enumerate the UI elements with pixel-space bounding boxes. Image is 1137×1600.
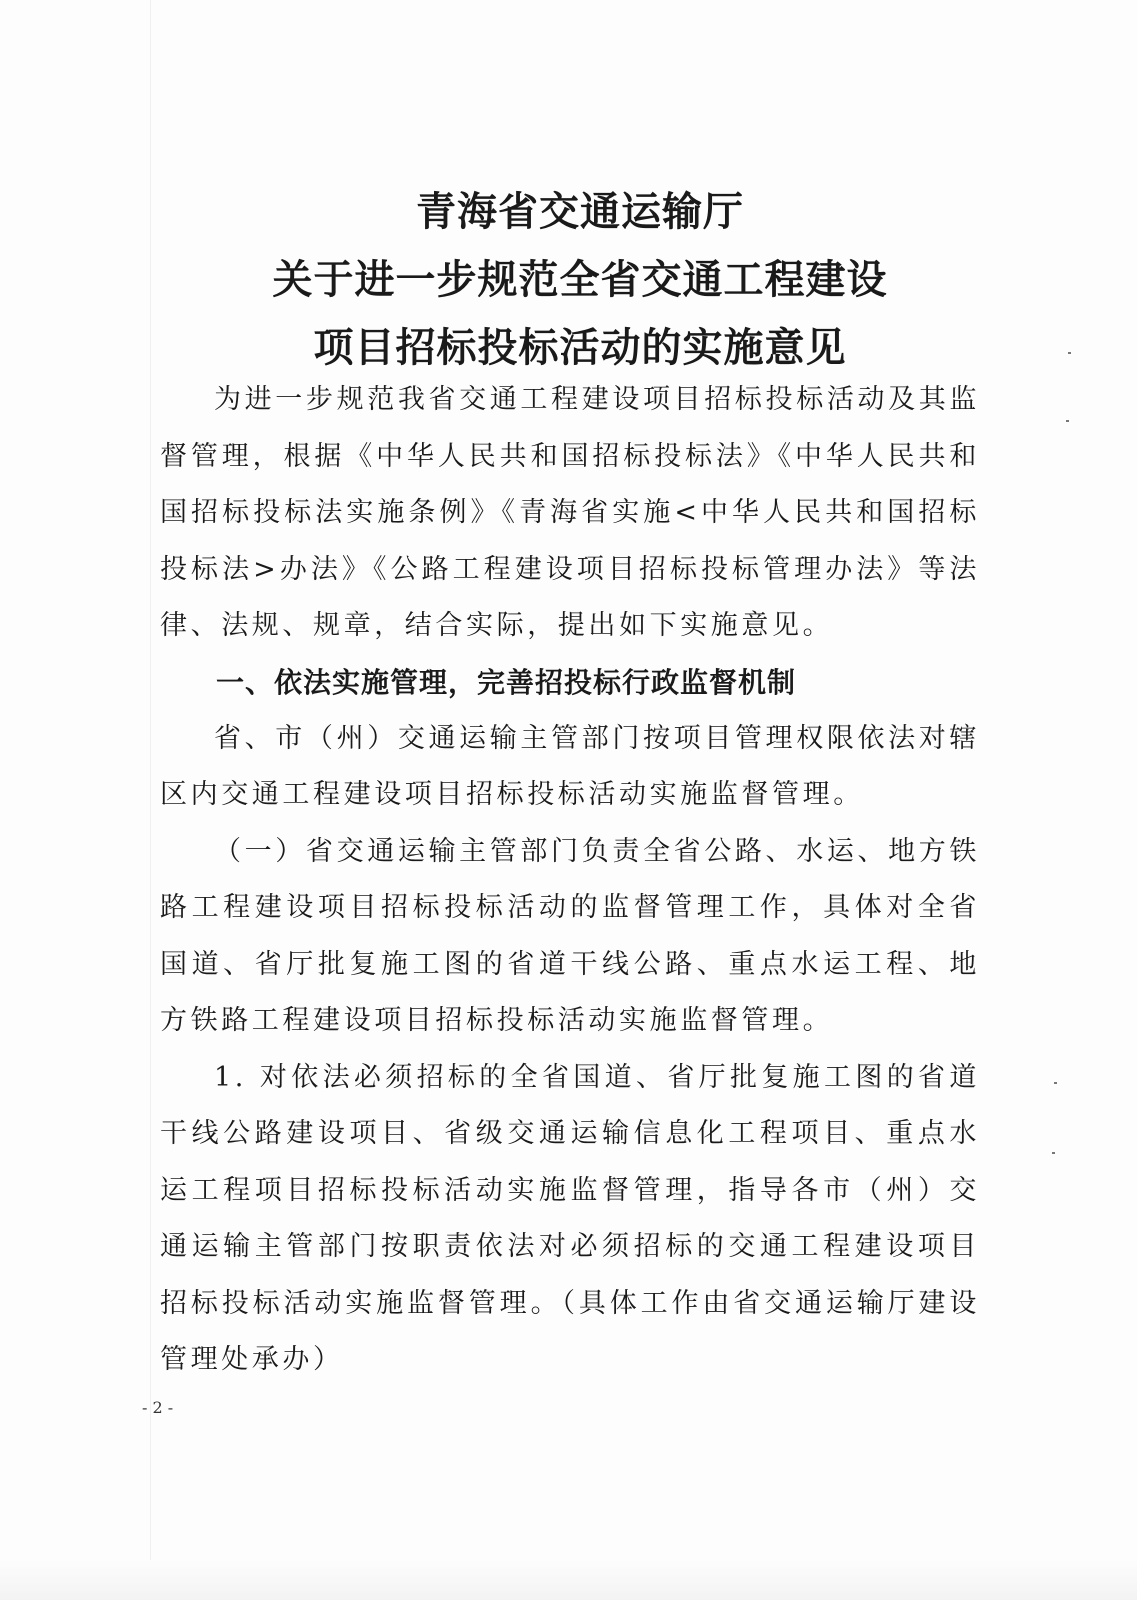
document-body [160, 372, 980, 1389]
scan-speck [1054, 1082, 1057, 1084]
scan-shadow [0, 1560, 1137, 1600]
scan-edge [150, 0, 151, 1600]
scan-speck [1052, 1152, 1055, 1154]
scan-speck [1068, 352, 1071, 354]
title-line-3: 项目招标投标活动的实施意见 [313, 324, 847, 371]
intro-paragraph: 为进一步规范我省交通工程建设项目招标投标活动及其监督管理，根据《中华人民共和国招标投标法》《中华人民共和国招标投标法实施条例》《青海省实施<中华人民共和国招标投标法>办法》《公路工程建设项目招标投标管理办法》等法律、法规、规章，结合实际，提出如下实施意见。 [160, 384, 980, 641]
title-line-2: 关于进一步规范全省交通工程建设 [272, 256, 888, 303]
item-paragraph: 1. 对依法必须招标的全省国道、省厅批复施工图的省道干线公路建设项目、省级交通运输信息化工程项目、重点水运工程项目招标投标活动实施监督管理，指导各市（州）交通运输主管部门按职责依法对必须招标的交通工程建设项目招标投标活动实施监督管理。（具体工作由省交通运输厅建设管理处承办） [160, 1061, 980, 1375]
page-number: - 2 - [142, 1398, 174, 1417]
document-title [160, 178, 1000, 382]
scan-speck [1066, 420, 1069, 422]
section-paragraph: 省、市（州）交通运输主管部门按项目管理权限依法对辖区内交通工程建设项目招标投标活动实施监督管理。 [160, 722, 980, 810]
title-line-1: 青海省交通运输厅 [416, 188, 744, 235]
subsection-paragraph: （一）省交通运输主管部门负责全省公路、水运、地方铁路工程建设项目招标投标活动的监督管理工作，具体对全省国道、省厅批复施工图的省道干线公路、重点水运工程、地方铁路工程建设项目招标投标活动实施监督管理。 [160, 835, 980, 1036]
section-heading: 一、依法实施管理，完善招投标行政监督机制 [216, 665, 797, 699]
